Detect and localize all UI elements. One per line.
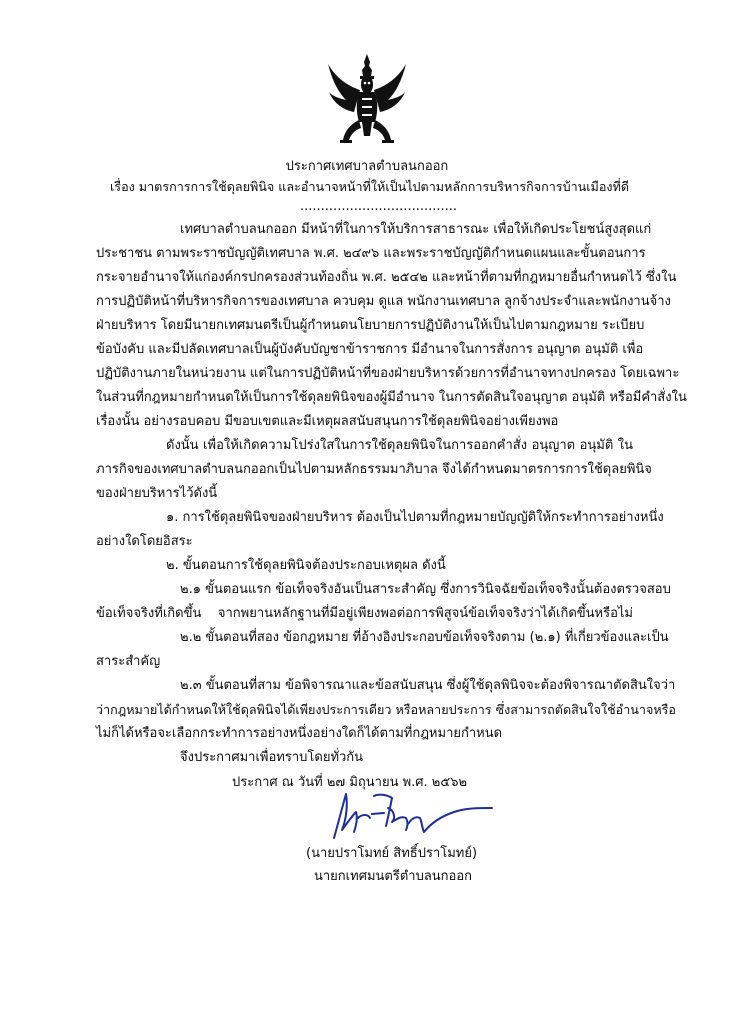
- paragraph-2-line-2: ภารกิจของเทศบาลตำบลนกออกเป็นไปตามหลักธรรมมาภิบาล จึงได้กำหนดมาตรการการใช้ดุลยพินิจ: [96, 462, 652, 477]
- announcement-subject: เรื่อง มาตรการการใช้ดุลยพินิจ และอำนาจหน้าที่ให้เป็นไปตามหลักการบริหารกิจการบ้านเมืองที่ดี: [110, 179, 630, 194]
- paragraph-1-line-2: ประชาชน ตามพระราชบัญญัติเทศบาล พ.ศ. ๒๔๙๖ และพระราชบัญญัติกำหนดแผนและขั้นตอนการ: [96, 246, 646, 261]
- signature-mark: [312, 788, 494, 840]
- item-2-3-line-1: ๒.๓ ขั้นตอนที่สาม ข้อพิจารณาและข้อสนับสนุน ซึ่งผู้ใช้ดุลพินิจจะต้องพิจารณาตัดสินใจว่า: [180, 678, 676, 693]
- paragraph-2-line-1: ดังนั้น เพื่อให้เกิดความโปร่งใสในการใช้ดุลยพินิจในการออกคำสั่ง อนุญาต อนุมัติ ใน: [166, 438, 633, 453]
- paragraph-1-line-9: เรื่องนั้น อย่างรอบคอบ มีขอบเขตและมีเหตุผลสนับสนุนการใช้ดุลยพินิจอย่างเพียงพอ: [96, 414, 559, 429]
- paragraph-1-line-3: กระจายอำนาจให้แก่องค์กรปกครองส่วนท้องถิ่น พ.ศ. ๒๕๔๒ และหน้าที่ตามที่กฎหมายอื่นกำหนดไว้ ซึ่งใน: [96, 270, 677, 285]
- paragraph-2-line-3: ของฝ่ายบริหารไว้ดังนี้: [96, 486, 218, 501]
- item-2-heading: ๒. ขั้นตอนการใช้ดุลยพินิจต้องประกอบเหตุผล ดังนี้: [166, 558, 446, 573]
- item-2-2-line-2: สาระสำคัญ: [96, 654, 161, 669]
- paragraph-1-line-4: การปฏิบัติหน้าที่บริหารกิจการของเทศบาล ควบคุม ดูแล พนักงานเทศบาล ลูกจ้างประจำและพนักงานจ้าง: [96, 294, 671, 309]
- announcement-title: ประกาศเทศบาลตำบลนกออก: [285, 159, 449, 174]
- item-2-3-line-3: ไม่ก็ได้หรือจะเลือกกระทำการอย่างหนึ่งอย่างใดก็ได้ตามที่กฎหมายกำหนด: [96, 726, 503, 741]
- paragraph-1-line-6: ข้อบังคับ และมีปลัดเทศบาลเป็นผู้บังคับบัญชาข้าราชการ มีอำนาจในการสั่งการ อนุญาต อนุมัติ เพื่อ: [96, 342, 644, 357]
- paragraph-1-line-8: ในส่วนที่กฎหมายกำหนดให้เป็นการใช้ดุลยพินิจของผู้มีอำนาจ ในการตัดสินใจอนุญาต อนุมัติ หรือมีคำสั่งใน: [96, 390, 687, 405]
- signatory-name: (นายปราโมทย์ สิทธิ์ปราโมทย์): [306, 846, 478, 861]
- item-1-line-2: อย่างใดโดยอิสระ: [96, 534, 193, 549]
- announcement-date: ประกาศ ณ วันที่ ๒๗ มิถุนายน พ.ศ. ๒๕๖๒: [232, 775, 468, 790]
- item-1-line-1: ๑. การใช้ดุลยพินิจของฝ่ายบริหาร ต้องเป็นไปตามที่กฎหมายบัญญัติให้กระทำการอย่างหนึ่ง: [166, 510, 664, 525]
- signatory-position: นายกเทศมนตรีตำบลนกออก: [314, 869, 473, 884]
- item-2-3-line-2: ว่ากฎหมายได้กำหนดให้ใช้ดุลพินิจได้เพียงประการเดียว หรือหลายประการ ซึ่งสามารถตัดสินใจใช้อำนาจหรือ: [96, 702, 676, 717]
- paragraph-1-line-1: เทศบาลตำบลนกออก มีหน้าที่ในการให้บริการสาธารณะ เพื่อให้เกิดประโยชน์สูงสุดแก่: [180, 222, 652, 237]
- garuda-emblem-icon: [326, 52, 408, 148]
- divider-dots: ......................................: [300, 199, 458, 214]
- closing-line: จึงประกาศมาเพื่อทราบโดยทั่วกัน: [180, 750, 364, 765]
- item-2-2-line-1: ๒.๒ ขั้นตอนที่สอง ข้อกฎหมาย ที่อ้างอิงประกอบข้อเท็จจริงตาม (๒.๑) ที่เกี่ยวข้องและเป็น: [180, 630, 669, 645]
- paragraph-1-line-7: ปฏิบัติงานภายในหน่วยงาน แต่ในการปฏิบัติหน้าที่ของฝ่ายบริหารด้วยการที่อำนาจทางปกครอง โดยเฉพาะ: [96, 366, 680, 381]
- paragraph-1-line-5: ฝ่ายบริหาร โดยมีนายกเทศมนตรีเป็นผู้กำหนดนโยบายการปฏิบัติงานให้เป็นไปตามกฎหมาย ระเบียบ: [96, 318, 645, 333]
- item-2-1-line-1: ๒.๑ ขั้นตอนแรก ข้อเท็จจริงอันเป็นสาระสำคัญ ซึ่งการวินิจฉัยข้อเท็จจริงนั้นต้องตรวจสอบ: [180, 582, 671, 597]
- item-2-1-line-2: ข้อเท็จจริงที่เกิดขึ้น จากพยานหลักฐานที่มีอยู่เพียงพอต่อการพิสูจน์ข้อเท็จจริงว่าได้เกิดขึ้นหรือไม่: [96, 606, 633, 621]
